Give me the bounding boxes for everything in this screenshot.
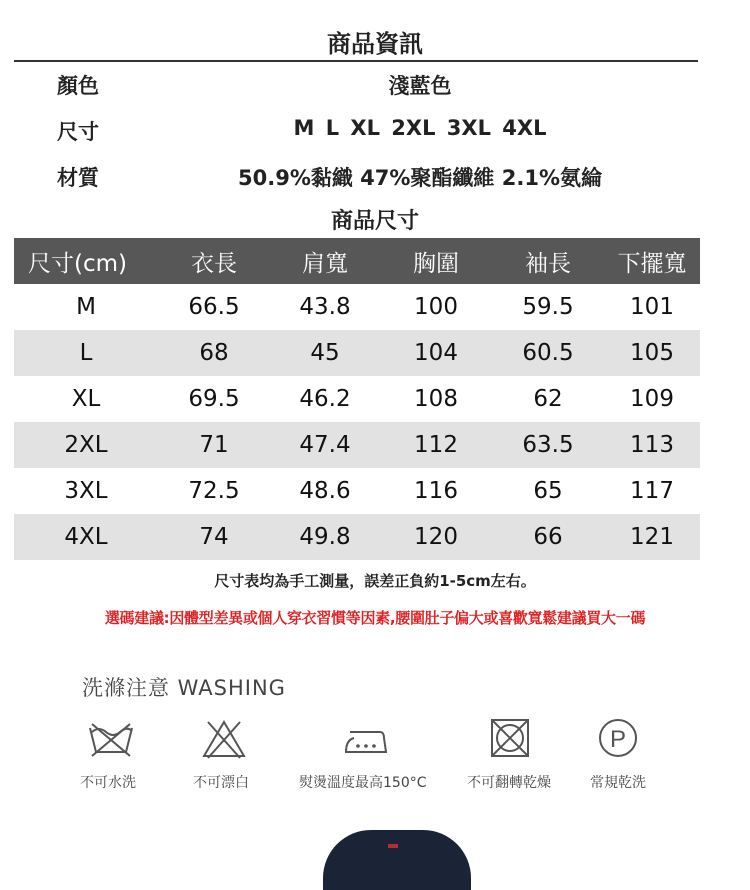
no-bleach-icon [200,718,248,760]
table-row [14,422,700,468]
table-cell: 48.6 [299,478,351,504]
table-cell: 105 [604,330,700,376]
shirt-tag [388,844,398,848]
table-cell: 66 [492,514,604,560]
table-cell: 113 [604,422,700,468]
table-row [14,330,700,376]
table-cell: 72.5 [188,478,240,504]
table-cell: 62 [533,386,563,412]
info-value: 淺藍色 [388,74,452,98]
header-sleeve: 袖長 [492,238,604,284]
header-hem: 下擺寬 [604,238,700,284]
table-cell: 43.8 [299,294,351,320]
table-header-row [14,238,700,284]
no-wash-icon [86,718,136,760]
table-row [14,468,700,514]
table-cell: 45 [270,330,380,376]
size-table [14,238,700,560]
table-cell: 47.4 [270,422,380,468]
table-cell: 60.5 [492,330,604,376]
table-cell: XL [71,386,101,412]
table-cell: 108 [414,386,458,412]
table-cell: 104 [380,330,492,376]
info-row-material [0,162,750,194]
measurement-note: 尺寸表均為手工測量，誤差正負約1-5cm左右。 [214,572,536,590]
table-cell: 121 [604,514,700,560]
washing-title: 洗滌注意 WASHING [82,676,286,700]
table-cell: 49.8 [270,514,380,560]
table-cell: M [76,294,96,320]
info-section-title: 商品資訊 [327,30,423,58]
table-cell: 63.5 [492,422,604,468]
table-cell: 68 [158,330,270,376]
table-cell: 100 [414,294,458,320]
table-cell: 74 [158,514,270,560]
info-label: 尺寸 [57,120,99,144]
table-cell: 65 [533,478,563,504]
table-cell: 120 [380,514,492,560]
info-label: 材質 [57,166,99,190]
table-row [14,376,700,422]
table-cell: 69.5 [188,386,240,412]
table-cell: 4XL [14,514,158,560]
title-divider [14,60,698,62]
table-cell: 112 [380,422,492,468]
table-row [14,284,700,330]
care-label-no-tumble: 不可翻轉乾燥 [467,775,551,791]
size-advice: 選碼建議:因體型差異或個人穿衣習慣等因素,腰圍肚子偏大或喜歡寬鬆建議買大一碼 [104,609,646,627]
table-cell: 109 [630,386,674,412]
svg-text:P: P [609,726,627,753]
header-size: 尺寸(cm) [14,238,158,284]
table-cell: 46.2 [299,386,351,412]
care-label-dry-clean: 常規乾洗 [590,775,646,791]
table-cell: 71 [158,422,270,468]
table-cell: 101 [630,294,674,320]
size-section-title: 商品尺寸 [330,209,419,234]
info-label: 顏色 [57,74,99,98]
table-cell: L [14,330,158,376]
table-cell: 2XL [14,422,158,468]
care-label-iron: 熨燙溫度最高150°C [299,775,427,791]
care-label-no-wash: 不可水洗 [80,775,136,791]
header-chest: 胸圍 [380,238,492,284]
table-cell: 59.5 [522,294,574,320]
info-row-color [0,70,750,102]
header-shoulder: 肩寬 [270,238,380,284]
table-cell: 66.5 [188,294,240,320]
no-tumble-dry-icon [488,718,532,760]
table-cell: 3XL [64,478,108,504]
header-length: 衣長 [158,238,270,284]
table-row [14,514,700,560]
info-value: 50.9%黏織 47%聚酯纖維 2.1%氨綸 [238,166,602,190]
table-cell: 117 [630,478,674,504]
iron-icon [340,718,392,760]
shirt-collar-image [323,830,471,890]
info-value: M L XL 2XL 3XL 4XL [293,116,547,140]
dry-clean-p-icon [596,718,640,760]
info-row-size [0,116,750,148]
table-cell: 116 [414,478,458,504]
care-label-no-bleach: 不可漂白 [193,775,249,791]
